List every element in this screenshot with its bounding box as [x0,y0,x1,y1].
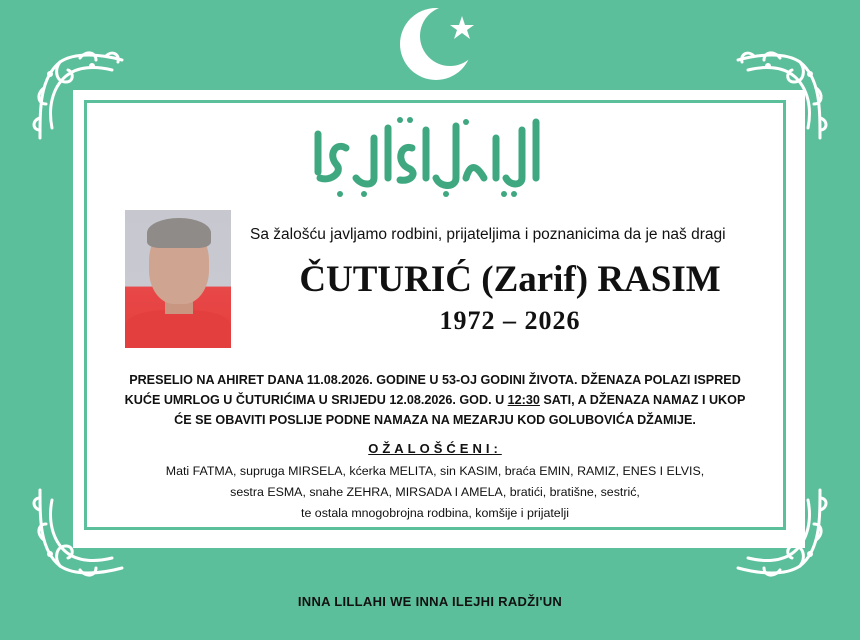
arabic-calligraphy-icon [300,108,560,200]
mourners-line: Mati FATMA, supruga MIRSELA, kćerka MELITA, sin KASIM, braća EMIN, RAMIZ, ENES I ELVIS, [165,464,705,478]
intro-text: Sa žalošću javljamo rodbini, prijateljima i poznanicima da je naš dragi [250,226,726,243]
mourners-title: OŽALOŠĆENI: [368,441,502,456]
crescent-star-icon [392,2,488,84]
mourners-line: te ostala mnogobrojna rodbina, komšije i prijatelji [301,506,569,520]
closing-phrase: INNA LILLAHI WE INNA ILEJHI RADŽI'UN [297,594,563,609]
announcement-line: KUĆE UMRLOG U ČUTURIĆIMA U SRIJEDU 12.08.2026. GOD. U 12:30 SATI, A DŽENAZA NAMAZ I UKOP [124,393,746,407]
portrait-photo [125,210,231,348]
announcement-text [95,370,775,430]
deceased-name: ČUTURIĆ (Zarif) RASIM [299,259,721,300]
funeral-time: 12:30 [507,393,540,407]
life-years: 1972 – 2026 [439,306,581,335]
mourners-line: sestra ESMA, snahe ZEHRA, MIRSADA I AMELA, bratići, bratišne, sestrić, [230,485,640,499]
announcement-line: ĆE SE OBAVITI POSLIJE PODNE NAMAZA NA MEZARJU KOD GOLUBOVIĆA DŽAMIJE. [174,413,696,427]
announcement-line: PRESELIO NA AHIRET DANA 11.08.2026. GODINE U 53-OJ GODINI ŽIVOTA. DŽENAZA POLAZI ISPRED [129,373,741,387]
mourners-list [95,461,775,524]
